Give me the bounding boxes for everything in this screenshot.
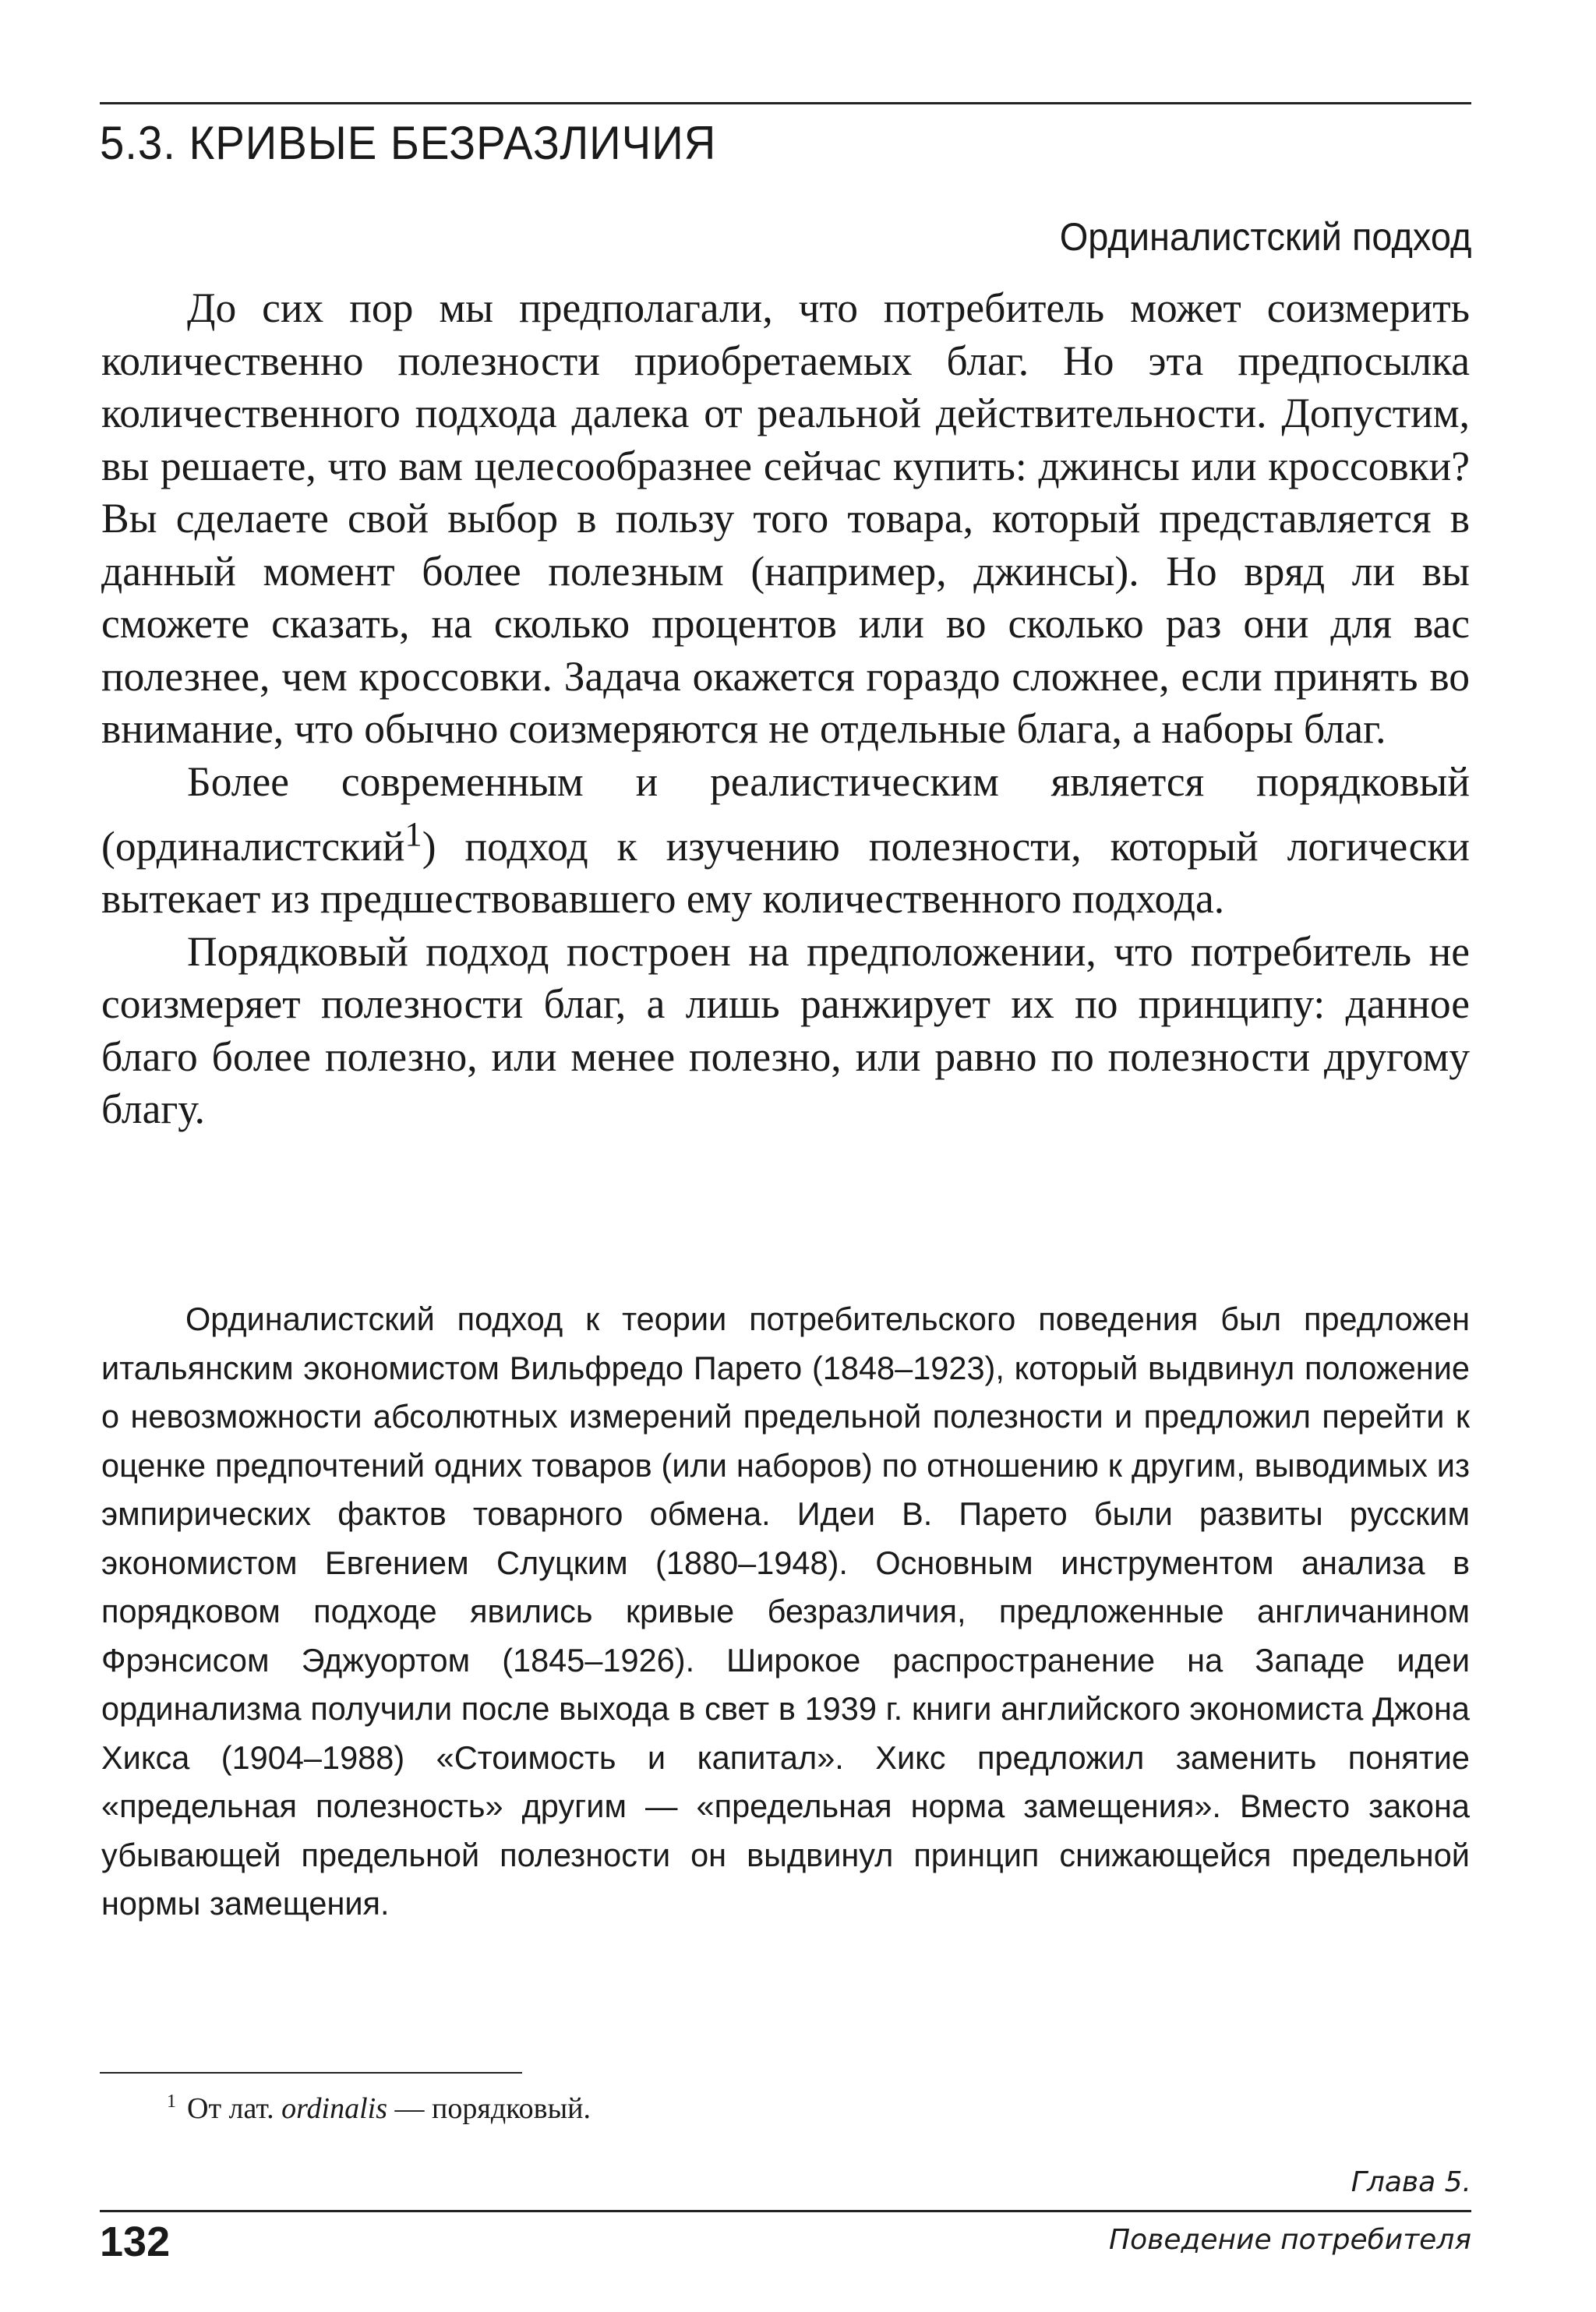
paragraph-2 bbox=[101, 756, 1470, 926]
page-number: 132 bbox=[100, 2218, 171, 2265]
footer-rule bbox=[100, 2210, 1471, 2212]
footnote-term: ordinalis bbox=[281, 2092, 387, 2125]
footnote bbox=[167, 2082, 591, 2128]
footnote-suffix: — порядковый. bbox=[387, 2092, 591, 2125]
history-insert bbox=[101, 1295, 1470, 1929]
section-title: 5.3. КРИВЫЕ БЕЗРАЗЛИЧИЯ bbox=[100, 117, 717, 169]
subheading: Ординалистский подход bbox=[1059, 215, 1471, 259]
main-text bbox=[101, 282, 1470, 1136]
paragraph-2-start: Более современным и реалистическим является порядковый (ординалистский bbox=[101, 757, 1470, 870]
history-paragraph: Ординалистский подход к теории потребительского поведения был предложен итальянским экономистом Вильфредо Парето (1848–1923), который выдвинул положение о невозможности абсолютных измерений предельной полезности и предложил перейти к оценке предпочтений одних товаров (или наборов) по отношению к другим, выводимых из эмпирических фактов товарного обмена. Идеи В. Парето были развиты русским экономистом Евгением Слуцким (1880–1948). Основным инструментом анализа в порядковом подходе явились кривые безразличия, предложенные англичанином Фрэнсисом Эджуортом (1845–1926). Широкое распространение на Западе идеи ординализма получили после выхода в свет в 1939 г. книги английского экономиста Джона Хикса (1904–1988) «Стоимость и капитал». Хикс предложил заменить понятие «предельная полезность» другим — «предельная норма замещения». Вместо закона убывающей предельной полезности он выдвинул принцип снижающейся предельной нормы замещения. bbox=[101, 1301, 1470, 1922]
footnote-number: 1 bbox=[167, 2091, 176, 2112]
paragraph-2-end: ) подход к изучению полезности, который логически вытекает из предшествовавшего ему количественного подхода. bbox=[101, 822, 1470, 923]
chapter-label: Глава 5. bbox=[1351, 2166, 1471, 2198]
paragraph-3: Порядковый подход построен на предположении, что потребитель не соизмеряет полезности благ, а лишь ранжирует их по принципу: данное благо более полезно, или менее полезно, или равно по полезности другому благу. bbox=[101, 927, 1470, 1133]
footnote-rule bbox=[100, 2072, 522, 2074]
running-title: Поведение потребителя bbox=[1109, 2224, 1471, 2256]
footnote-prefix: От лат. bbox=[187, 2092, 282, 2125]
paragraph-1: До сих пор мы предполагали, что потребитель может соизмерить количественно полезности приобретаемых благ. Но эта предпосылка количественного подхода далека от реальной действительности. Допустим, вы решаете, что вам целесообразнее сейчас купить: джинсы или кроссовки? Вы сделаете свой выбор в пользу того товара, который представляется в данный момент более полезным (например, джинсы). Но вряд ли вы сможете сказать, на сколько процентов или во сколько раз они для вас полезнее, чем кроссовки. Задача окажется гораздо сложнее, если принять во внимание, что обычно соизмеряются не отдельные блага, а наборы благ. bbox=[101, 284, 1470, 752]
header-rule bbox=[100, 102, 1471, 104]
footnote-marker: 1 bbox=[404, 814, 422, 853]
